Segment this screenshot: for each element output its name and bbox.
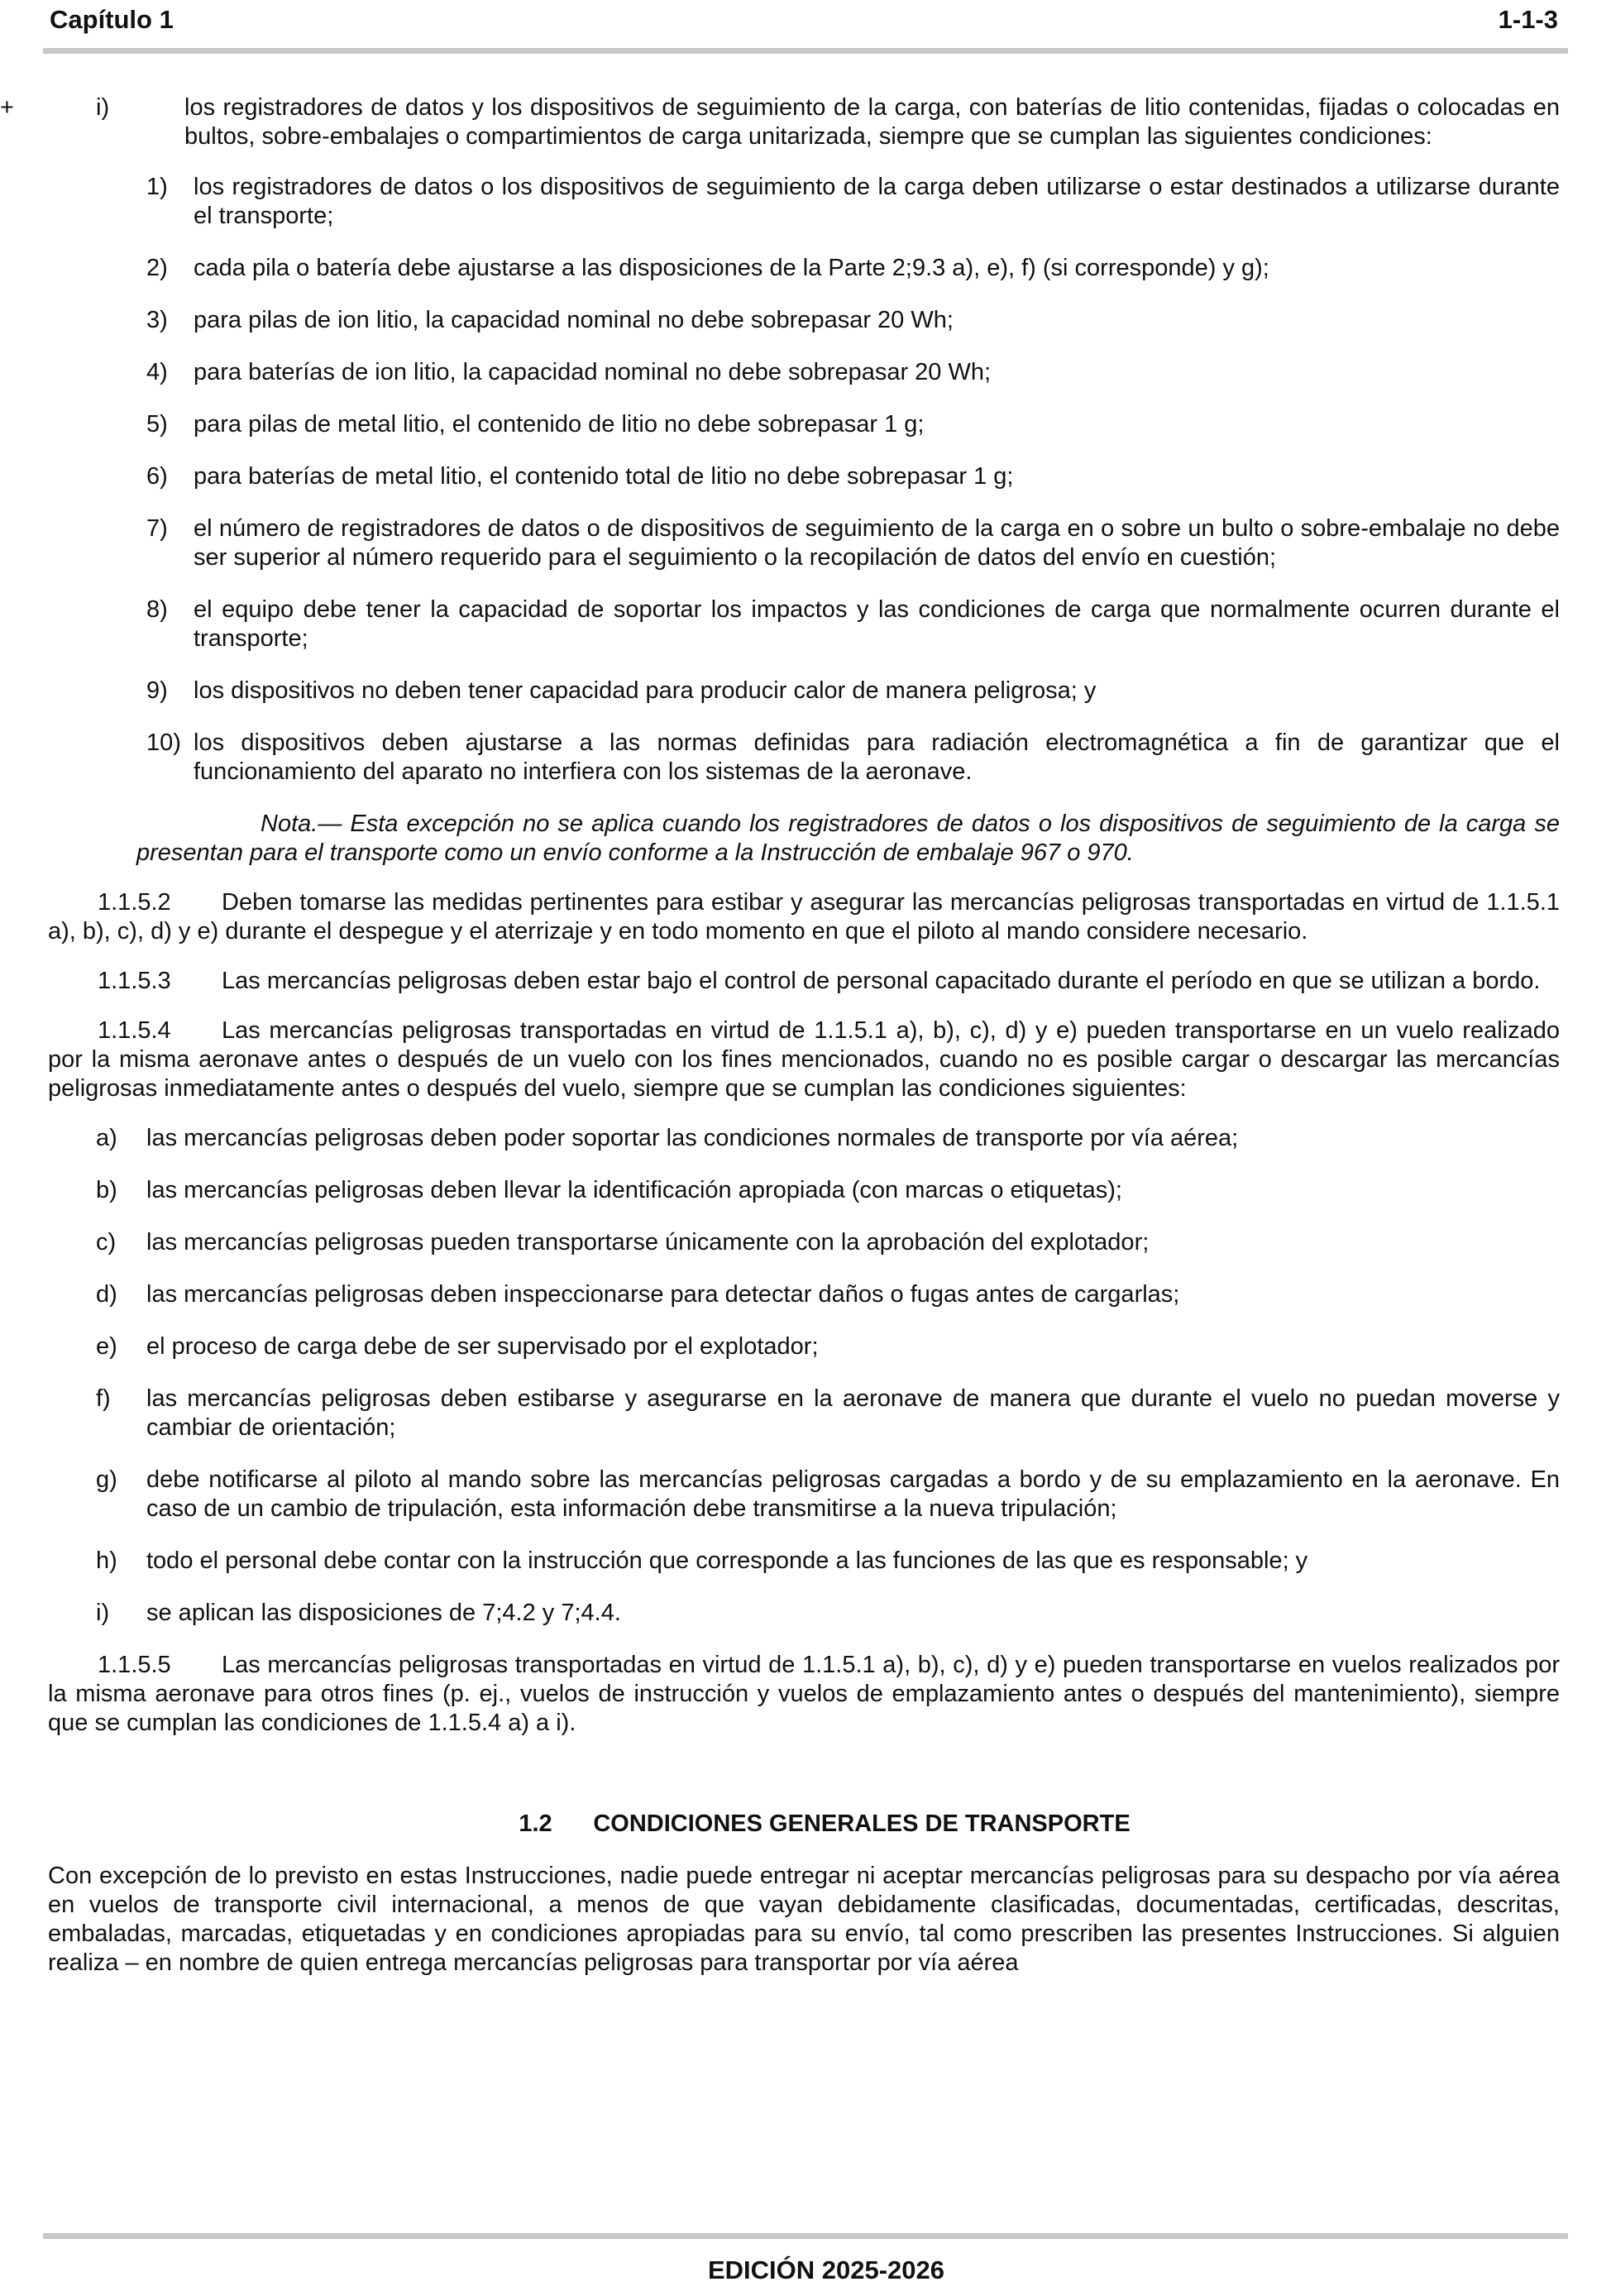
sub-item-5 bbox=[48, 410, 1560, 439]
section-heading bbox=[48, 1810, 1560, 1839]
section-body-paragraph: Con excepción de lo previsto en estas Instrucciones, nadie puede entregar ni aceptar mercancías peligrosas para su despacho por vía aérea en vuelos de transporte civil internacional, a menos de que vayan debidamente clasificadas, documentadas, certificadas, descritas, embaladas, marcadas, etiquetadas y en condiciones apropiadas para su envío, tal como prescriben las presentes Instrucciones. Si alguien realiza – en nombre de quien entrega mercancías peligrosas para transportar por vía aérea bbox=[48, 1863, 1560, 1976]
list-marker: 10) bbox=[146, 729, 181, 756]
list-marker: c) bbox=[96, 1229, 117, 1256]
note-paragraph bbox=[48, 810, 1560, 868]
list-item-text: los dispositivos no deben tener capacidad para producir calor de manera peligrosa; y bbox=[194, 677, 1097, 704]
page-header bbox=[50, 5, 1558, 38]
paragraph-1-1-5-3 bbox=[48, 967, 1560, 996]
paragraph-text: Deben tomarse las medidas pertinentes para estibar y asegurar las mercancías peligrosas transportadas en virtud de 1.1.5.1 a), b), c), d) y e) durante el despegue y el aterrizaje y en todo momento en que el piloto al mando considere necesario. bbox=[48, 889, 1560, 945]
sub-item-2 bbox=[48, 254, 1560, 283]
list-marker: 4) bbox=[146, 359, 168, 385]
page-footer: EDICIÓN 2025-2026 bbox=[707, 2255, 945, 2284]
list-marker: 6) bbox=[146, 463, 168, 490]
condition-item-h bbox=[48, 1547, 1560, 1576]
section-title: CONDICIONES GENERALES DE TRANSPORTE bbox=[593, 1810, 1131, 1837]
condition-item-c bbox=[48, 1228, 1560, 1257]
list-item-text: todo el personal debe contar con la instrucción que corresponde a las funciones de las que es responsable; y bbox=[146, 1547, 1308, 1574]
paragraph-number: 1.1.5.2 bbox=[98, 889, 171, 916]
list-item-text: para baterías de metal litio, el contenido total de litio no debe sobrepasar 1 g; bbox=[194, 463, 1014, 490]
list-marker: 9) bbox=[146, 677, 168, 704]
condition-item-e bbox=[48, 1332, 1560, 1361]
list-marker: d) bbox=[96, 1281, 117, 1308]
list-marker: i) bbox=[96, 1600, 110, 1626]
list-item-text: las mercancías peligrosas deben inspeccionarse para detectar daños o fugas antes de cargarlas; bbox=[146, 1281, 1180, 1308]
list-item-text: el proceso de carga debe de ser supervisado por el explotador; bbox=[146, 1333, 819, 1360]
list-marker: a) bbox=[96, 1125, 117, 1151]
condition-item-f bbox=[48, 1385, 1560, 1442]
paragraph-number: 1.1.5.4 bbox=[98, 1017, 171, 1044]
sub-item-3 bbox=[48, 306, 1560, 335]
list-item-text: para pilas de metal litio, el contenido de litio no debe sobrepasar 1 g; bbox=[194, 411, 925, 438]
sub-item-6 bbox=[48, 462, 1560, 491]
condition-item-g bbox=[48, 1466, 1560, 1523]
paragraph-text: Las mercancías peligrosas transportadas en virtud de 1.1.5.1 a), b), c), d) y e) pueden transportarse en un vuelo realizado por la misma aeronave antes o después de un vuelo con los fines mencionados, cuando no es posible cargar o descargar las mercancías peligrosas inmediatamente antes o después del vuelo, siempre que se cumplan las condiciones siguientes: bbox=[48, 1017, 1560, 1102]
list-item-text: se aplican las disposiciones de 7;4.2 y 7;4.4. bbox=[146, 1600, 621, 1626]
list-marker: 2) bbox=[146, 255, 168, 281]
list-marker: b) bbox=[96, 1177, 117, 1203]
sub-item-10 bbox=[48, 729, 1560, 787]
list-item-text: debe notificarse al piloto al mando sobre las mercancías peligrosas cargadas a bordo y de su emplazamiento en la aeronave. En caso de un cambio de tripulación, esta información debe transmitirse a la nueva tripulación; bbox=[146, 1466, 1560, 1522]
list-marker: h) bbox=[96, 1547, 117, 1574]
header-rule bbox=[43, 48, 1568, 54]
paragraph-text: Las mercancías peligrosas deben estar bajo el control de personal capacitado durante el período en que se utilizan a bordo. bbox=[222, 968, 1541, 994]
list-item-text: los registradores de datos o los dispositivos de seguimiento de la carga deben utilizarse o estar destinados a utilizarse durante el transporte; bbox=[194, 174, 1560, 229]
sub-item-4 bbox=[48, 358, 1560, 387]
list-marker: g) bbox=[96, 1466, 117, 1493]
section-number: 1.2 bbox=[519, 1810, 552, 1837]
list-marker: 5) bbox=[146, 411, 168, 438]
list-marker: e) bbox=[96, 1333, 117, 1360]
list-item-text: las mercancías peligrosas deben llevar la identificación apropiada (con marcas o etiquetas); bbox=[146, 1177, 1122, 1203]
main-content bbox=[48, 93, 1560, 1978]
list-marker: i) bbox=[96, 94, 110, 121]
list-item-text: el número de registradores de datos o de dispositivos de seguimiento de la carga en o sobre un bulto o sobre-embalaje no debe ser superior al número requerido para el seguimiento o la recopilación de datos del envío en cuestión; bbox=[194, 515, 1560, 571]
list-item-text: para pilas de ion litio, la capacidad nominal no debe sobrepasar 20 Wh; bbox=[194, 307, 954, 333]
note-label: Nota.— bbox=[261, 811, 351, 837]
revision-mark: + bbox=[0, 94, 14, 121]
list-marker: 7) bbox=[146, 515, 168, 542]
list-marker: 1) bbox=[146, 174, 168, 200]
list-item-text: el equipo debe tener la capacidad de soportar los impactos y las condiciones de carga que normalmente ocurren durante el transporte; bbox=[194, 596, 1560, 652]
list-item-text: las mercancías peligrosas deben estibarse y asegurarse en la aeronave de manera que durante el vuelo no puedan moverse y cambiar de orientación; bbox=[146, 1385, 1560, 1441]
list-item-text: cada pila o batería debe ajustarse a las disposiciones de la Parte 2;9.3 a), e), f) (si corresponde) y g); bbox=[194, 255, 1269, 281]
paragraph-number: 1.1.5.3 bbox=[98, 968, 171, 994]
list-item-text: los dispositivos deben ajustarse a las normas definidas para radiación electromagnética a fin de garantizar que el funcionamiento del aparato no interfiera con los sistemas de la aeronave. bbox=[194, 729, 1560, 785]
list-marker: 8) bbox=[146, 596, 168, 623]
paragraph-text: Las mercancías peligrosas transportadas en virtud de 1.1.5.1 a), b), c), d) y e) pueden transportarse en vuelos realizados por la misma aeronave para otros fines (p. ej., vuelos de instrucción y vuelos de emplazamiento antes o después del mantenimiento), siempre que se cumplan las condiciones de 1.1.5.4 a) a i). bbox=[48, 1652, 1560, 1736]
list-marker: f) bbox=[96, 1385, 111, 1412]
sub-item-8 bbox=[48, 596, 1560, 653]
condition-item-d bbox=[48, 1280, 1560, 1309]
footer-rule bbox=[43, 2233, 1568, 2239]
paragraph-number: 1.1.5.5 bbox=[98, 1652, 171, 1678]
list-item-text: las mercancías peligrosas pueden transportarse únicamente con la aprobación del explotador; bbox=[146, 1229, 1150, 1256]
condition-item-i bbox=[48, 1599, 1560, 1628]
list-item-text: los registradores de datos y los dispositivos de seguimiento de la carga, con baterías de litio contenidas, fijadas o colocadas en bultos, sobre-embalajes o compartimientos de carga unitarizada, siempre que se cumplan las siguientes condiciones: bbox=[184, 94, 1560, 150]
note-text: Esta excepción no se aplica cuando los registradores de datos o los dispositivos de seguimiento de la carga se presentan para el transporte como un envío conforme a la Instrucción de embalaje 967 o 970. bbox=[136, 811, 1560, 866]
sub-item-7 bbox=[48, 514, 1560, 572]
paragraph-1-1-5-5 bbox=[48, 1651, 1560, 1738]
chapter-title: Capítulo 1 bbox=[50, 5, 174, 34]
page-number: 1-1-3 bbox=[1498, 5, 1558, 34]
condition-item-a bbox=[48, 1124, 1560, 1153]
paragraph-1-1-5-4 bbox=[48, 1016, 1560, 1103]
sub-item-9 bbox=[48, 677, 1560, 706]
sub-item-1 bbox=[48, 173, 1560, 231]
list-item-text: para baterías de ion litio, la capacidad nominal no debe sobrepasar 20 Wh; bbox=[194, 359, 992, 385]
list-marker: 3) bbox=[146, 307, 168, 333]
paragraph-1-1-5-2 bbox=[48, 888, 1560, 946]
list-item-i bbox=[48, 93, 1560, 151]
condition-item-b bbox=[48, 1176, 1560, 1205]
list-item-text: las mercancías peligrosas deben poder soportar las condiciones normales de transporte por vía aérea; bbox=[146, 1125, 1239, 1151]
